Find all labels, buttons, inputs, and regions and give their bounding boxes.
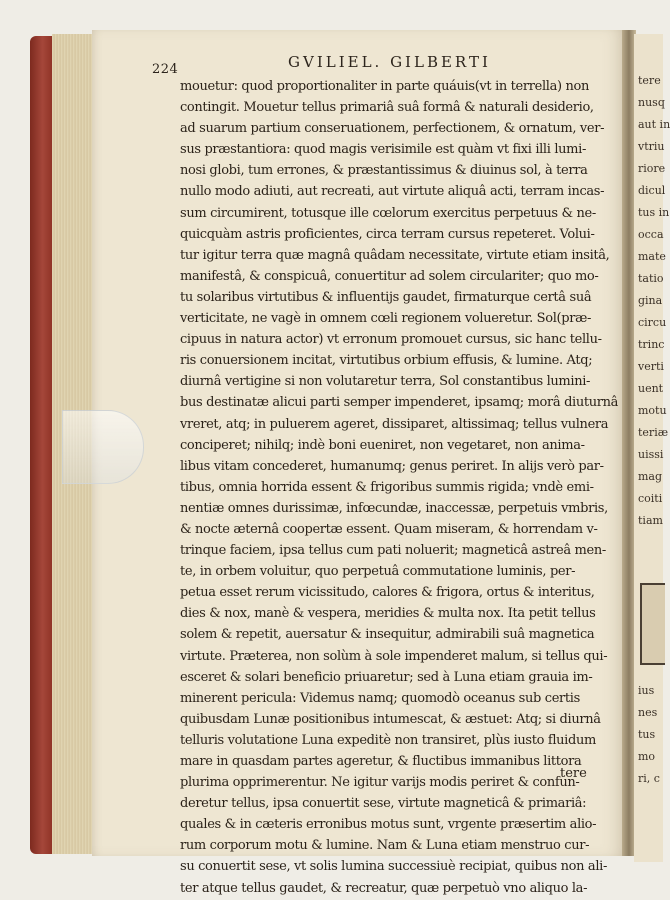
next-page-fragment: motu — [638, 404, 667, 417]
text-line: esceret & solari beneficio priuaretur; sed à Luna etiam grauia im- — [180, 669, 593, 685]
text-line: & nocte æternâ coopertæ essent. Quam miseram, & horrendam v- — [180, 521, 598, 537]
next-page-fragment: tus — [638, 728, 656, 741]
next-page-fragment: circu — [638, 316, 667, 329]
text-line: ris conuersionem incitat, virtutibus orbium effusis, & lumine. Atq; — [180, 353, 593, 369]
next-page-fragment: tatio — [638, 272, 664, 285]
next-page-fragment: tiam — [638, 514, 663, 527]
text-line: cipuus in natura actor) vt erronum promouet cursus, sic hanc tellu- — [180, 332, 602, 348]
text-line: bus destinatæ alicui parti semper impenderet, ipsamq; morâ diuturnâ — [180, 395, 619, 411]
text-line: nosi globi, tum errones, & præstantissimus & diuinus sol, à terra — [180, 163, 588, 179]
text-line: trinque faciem, ipsa tellus cum pati noluerit; magneticâ astreâ men- — [180, 543, 606, 559]
text-line: mouetur: quod proportionaliter in parte quáuis(vt in terrella) non — [180, 79, 590, 94]
running-head: GVILIEL. GILBERTI — [288, 53, 491, 71]
text-line: sum circumirent, totusque ille cœlorum exercitus perpetuus & ne- — [180, 205, 596, 221]
text-line: te, in orbem voluitur, quo perpetuâ commutatione luminis, per- — [180, 564, 576, 580]
next-page-fragment: nusq — [638, 96, 665, 109]
page-clip — [62, 410, 144, 484]
text-line: nullo modo adiuti, aut recreati, aut virtute aliquâ acti, terram incas- — [180, 184, 605, 200]
next-page-fragment: teriæ — [638, 426, 669, 439]
next-page-fragment: mag — [638, 470, 663, 483]
text-line: tur igitur terra quæ magnâ quâdam necessitate, virtute etiam insitâ, — [180, 247, 610, 263]
text-line: telluris volutatione Luna expeditè non transiret, plùs iusto fluidum — [180, 732, 596, 748]
next-page-fragment: mate — [638, 250, 666, 263]
text-line: tibus, omnia horrida essent & frigoribus summis rigida; vndè emi- — [180, 479, 594, 495]
next-page-fragment: mo — [638, 750, 656, 763]
text-line: minerent pericula: Videmus namq; quomodò oceanus sub certis — [180, 690, 580, 706]
next-page-fragment: aut in — [638, 118, 670, 131]
text-line: plurima opprimerentur. Ne igitur varijs modis periret & confun- — [180, 775, 580, 791]
text-line: vreret, atq; in puluerem ageret, dissiparet, altissimaq; tellus vulnera — [180, 416, 609, 432]
right-page-fragment — [634, 34, 670, 862]
next-page-fragment: verti — [638, 360, 664, 373]
text-line: verticitate, ne vagè in omnem cœli regionem volueretur. Sol(præ- — [180, 311, 591, 327]
next-page-fragment: gina — [638, 294, 663, 307]
next-page-fragment: tere — [638, 74, 661, 87]
text-line: rum corporum motu & lumine. Nam & Luna etiam menstruo cur- — [180, 838, 590, 854]
next-page-fragment: trinc — [638, 338, 665, 351]
text-line: libus vitam concederet, humanumq; genus periret. In alijs verò par- — [180, 458, 604, 474]
next-page-fragment: vtriu — [638, 140, 665, 153]
ornament-initial — [640, 583, 665, 665]
text-line: petua esset rerum vicissitudo, calores & frigora, ortus & interitus, — [180, 585, 595, 601]
text-line: nentiæ omnes durissimæ, infœcundæ, inaccessæ, perpetuis vmbris, — [180, 500, 608, 516]
text-line: conciperet; nihilq; indè boni eueniret, non vegetaret, non anima- — [180, 437, 585, 453]
text-line: sus præstantiora: quod magis verisimile est quàm vt fixi illi lumi- — [180, 142, 586, 158]
next-page-fragment: nes — [638, 706, 658, 719]
catchword: tere — [560, 766, 587, 781]
next-page-fragment: dicul — [638, 184, 666, 197]
text-line: ter atque tellus gaudet, & recreatur, quæ perpetuò vno aliquo la- — [180, 880, 588, 896]
text-line: deretur tellus, ipsa conuertit sese, virtute magneticâ & primariâ: — [180, 796, 587, 812]
page-number: 224 — [152, 62, 179, 77]
text-line: virtute. Præterea, non solùm à sole impenderet malum, si tellus qui- — [180, 648, 608, 664]
text-line: quibusdam Lunæ positionibus intumescat, & æstuet: Atq; si diurnâ — [180, 711, 601, 727]
text-line: mare in quasdam partes ageretur, & fluctibus immanibus littora — [180, 754, 582, 769]
text-line: dies & nox, manè & vespera, meridies & multa nox. Ita petit tellus — [180, 606, 596, 622]
next-page-fragment: riore — [638, 162, 666, 175]
text-line: manifestâ, & conspicuâ, conuertitur ad solem circulariter; quo mo- — [180, 268, 599, 284]
text-line: tu solaribus virtutibus & influentijs gaudet, firmaturque certâ suâ — [180, 289, 592, 305]
text-line: quales & in cæteris erronibus motus sunt, vrgente præsertim alio- — [180, 817, 597, 833]
text-line: quicquàm astris proficientes, circa terram cursus repeteret. Volui- — [180, 226, 595, 242]
next-page-fragment: ri, c — [638, 772, 660, 785]
next-page-fragment: occa — [638, 228, 664, 241]
next-page-fragment: ius — [638, 684, 655, 697]
text-line: diurnâ vertigine si non volutaretur terra, Sol constantibus lumini- — [180, 374, 591, 390]
text-line: su conuertit sese, vt solis lumina successiuè recipiat, quibus non ali- — [180, 859, 607, 875]
text-line: contingit. Mouetur tellus primariâ suâ formâ & naturali desiderio, — [180, 100, 594, 116]
next-page-fragment: coiti — [638, 492, 663, 505]
next-page-fragment: uent — [638, 382, 664, 395]
text-line: solem & repetit, auersatur & insequitur, admirabili suâ magnetica — [180, 627, 595, 643]
text-line: ad suarum partium conseruationem, perfectionem, & ornatum, ver- — [180, 121, 605, 137]
next-page-fragment: uissi — [638, 448, 664, 461]
body-text — [180, 76, 619, 899]
next-page-fragment: tus in — [638, 206, 670, 219]
